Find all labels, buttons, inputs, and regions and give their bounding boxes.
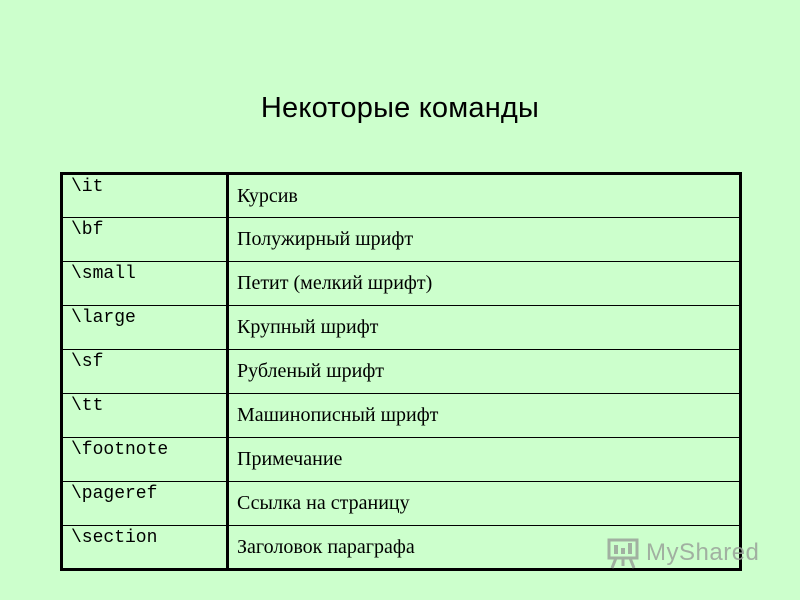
table-row xyxy=(62,174,741,218)
table-row xyxy=(62,482,741,526)
slide-title: Некоторые команды xyxy=(260,92,540,124)
description-cell: Петит (мелкий шрифт) xyxy=(228,262,741,306)
description-cell: Заголовок параграфа xyxy=(228,526,741,570)
description-cell: Машинописный шрифт xyxy=(228,394,741,438)
watermark-logo xyxy=(606,536,759,570)
command-cell: \it xyxy=(62,174,228,218)
command-cell: \pageref xyxy=(62,482,228,526)
table-row xyxy=(62,350,741,394)
presentation-board-icon xyxy=(606,536,640,570)
description-cell: Примечание xyxy=(228,438,741,482)
table-row xyxy=(62,306,741,350)
command-cell: \tt xyxy=(62,394,228,438)
table-row xyxy=(62,394,741,438)
description-cell: Рубленый шрифт xyxy=(228,350,741,394)
table-row xyxy=(62,262,741,306)
table-row xyxy=(62,438,741,482)
table-row xyxy=(62,218,741,262)
description-cell: Курсив xyxy=(228,174,741,218)
commands-table xyxy=(60,172,742,571)
command-cell: \bf xyxy=(62,218,228,262)
description-cell: Полужирный шрифт xyxy=(228,218,741,262)
command-cell: \section xyxy=(62,526,228,570)
command-cell: \large xyxy=(62,306,228,350)
command-cell: \sf xyxy=(62,350,228,394)
description-cell: Крупный шрифт xyxy=(228,306,741,350)
watermark-text: MyShared xyxy=(646,539,760,566)
command-cell: \small xyxy=(62,262,228,306)
description-cell: Ссылка на страницу xyxy=(228,482,741,526)
command-cell: \footnote xyxy=(62,438,228,482)
